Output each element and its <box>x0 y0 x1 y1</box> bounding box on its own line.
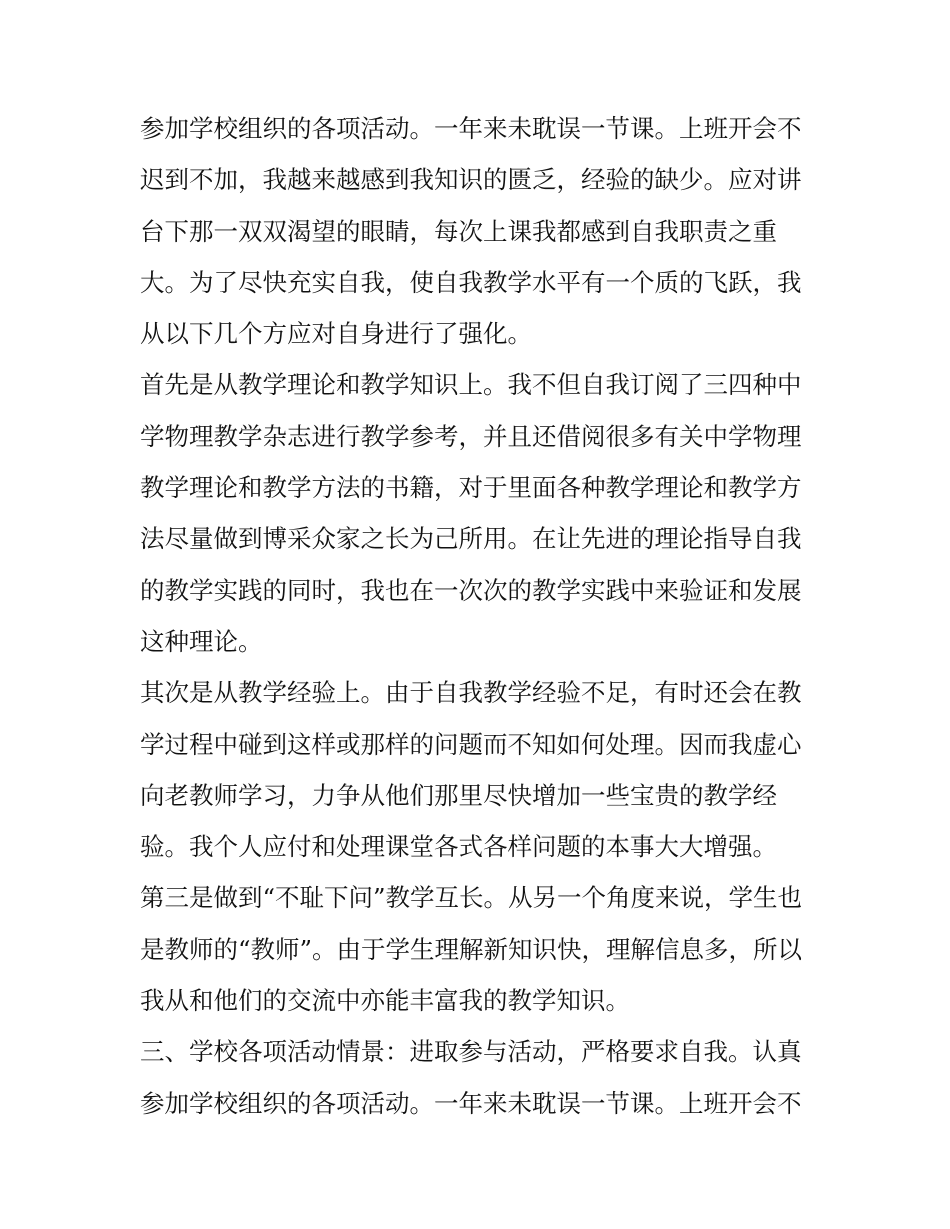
text-line: 学过程中碰到这样或那样的问题而不知如何处理。因而我虚心 <box>140 729 802 759</box>
text-line: 法尽量做到博采众家之长为己所用。在让先进的理论指导自我 <box>140 524 802 554</box>
document-body <box>140 103 820 1129</box>
text-line: 这种理论。 <box>140 626 263 656</box>
text-line: 验。我个人应付和处理课堂各式各样问题的本事大大增强。 <box>140 832 777 862</box>
text-line: 参加学校组织的各项活动。一年来未耽误一节课。上班开会不 <box>140 114 802 143</box>
text-line: 我从和他们的交流中亦能丰富我的教学知识。 <box>140 986 630 1016</box>
text-line: 其次是从教学经验上。由于自我教学经验不足，有时还会在教 <box>140 678 802 708</box>
text-line: 参加学校组织的各项活动。一年来未耽误一节课。上班开会不 <box>140 1088 802 1118</box>
text-line: 是教师的“教师”。由于学生理解新知识快，理解信息多，所以 <box>140 934 803 964</box>
text-line: 台下那一双双渴望的眼睛，每次上课我都感到自我职责之重 <box>140 216 777 246</box>
text-line: 向老教师学习，力争从他们那里尽快增加一些宝贵的教学经 <box>140 780 777 810</box>
text-line: 首先是从教学理论和教学知识上。我不但自我订阅了三四种中 <box>140 370 802 400</box>
text-line: 三、学校各项活动情景：进取参与活动，严格要求自我。认真 <box>140 1037 802 1067</box>
text-line: 学物理教学杂志进行教学参考，并且还借阅很多有关中学物理 <box>140 421 802 451</box>
text-line: 教学理论和教学方法的书籍，对于里面各种教学理论和教学方 <box>140 473 802 503</box>
text-line: 迟到不加，我越来越感到我知识的匮乏，经验的缺少。应对讲 <box>140 165 802 195</box>
text-line: 从以下几个方应对自身进行了强化。 <box>140 319 532 349</box>
text-line: 大。为了尽快充实自我，使自我教学水平有一个质的飞跃，我 <box>140 267 802 297</box>
text-line: 的教学实践的同时，我也在一次次的教学实践中来验证和发展 <box>140 575 802 605</box>
text-line: 第三是做到“不耻下问”教学互长。从另一个角度来说，学生也 <box>140 883 803 913</box>
